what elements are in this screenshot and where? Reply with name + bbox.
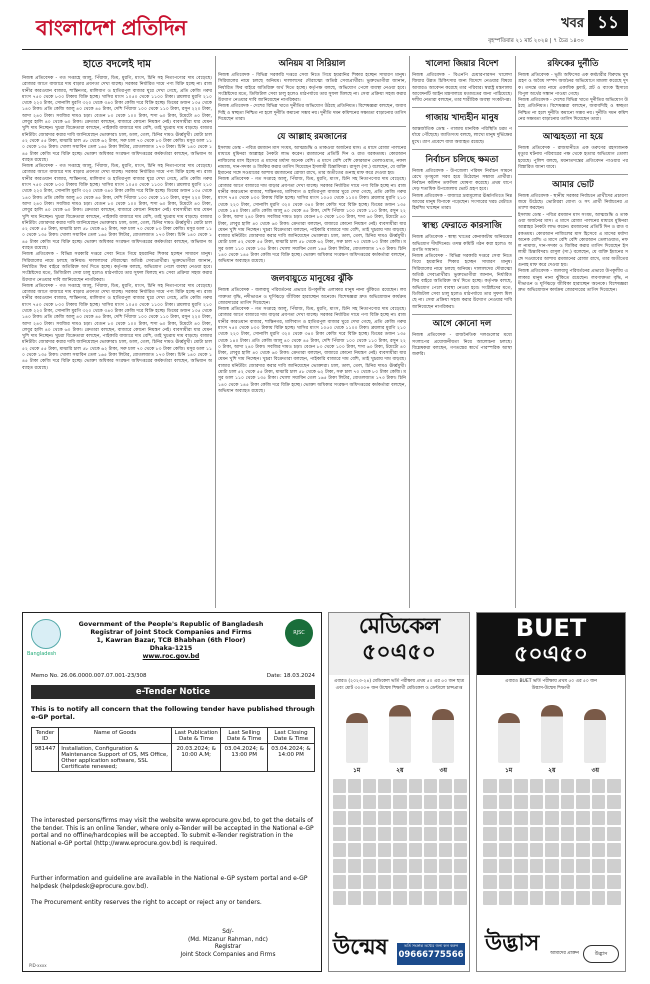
rank-label: ৩য় <box>439 767 447 774</box>
student-thumbnail <box>514 891 528 905</box>
student-thumbnail <box>378 795 391 809</box>
student-thumbnail <box>592 891 606 905</box>
article-headline: আগে কোনো দল <box>432 319 492 330</box>
student-thumbnail <box>393 891 406 905</box>
student-thumbnail <box>483 859 497 873</box>
student-thumbnail <box>454 891 467 905</box>
student-thumbnail <box>499 811 513 825</box>
student-thumbnail <box>576 811 590 825</box>
student-thumbnail <box>530 779 544 793</box>
student-photo <box>346 713 368 763</box>
article-body: ইসলাম ডেস্ক - পবিত্র রমজান মাস সংযম, আত্মশুদ্ধি ও তাকওয়া অর্জনের মাস। এ মাসে রোজা পালনের মাধ্যমে মুমিনরা আল্লাহর নৈকট্য লাভ করেন। রমজানের প্রতিটি দিন ও রাত বরকতময়। কোরআন নাজিলের মাস হিসেবে এ মাসের মর্যাদা অনেক বেশি। এ মাসে বেশি বেশি কোরআন তেলাওয়াত, নফল নামাজ, দান-সদকা ও জিকির করার তাগিদ দিয়েছেন ইসলামী চিন্তাবিদরা। রাসুল (সা.) বলেছেন, যে ব্যক্তি ইমানের সঙ্গে সওয়াবের আশায় রমজানের রোজা রাখে, তার অতীতের গুনাহ মাফ করে দেওয়া হয়। <box>218 145 406 177</box>
student-thumbnail <box>592 827 606 841</box>
student-thumbnail <box>592 795 606 809</box>
student-thumbnail <box>514 779 528 793</box>
student-thumbnail <box>348 875 361 889</box>
signature-line: Joint Stock Companies and Firms <box>180 951 276 958</box>
table-header: Last Publication Date & Time <box>172 728 221 744</box>
ad-strip: এবং মোট ৩০০০+ জন উন্মেষ শিক্ষার্থী মেডিকেল ও ডেন্টালে চান্সপ্রাপ্ত <box>335 686 463 691</box>
student-thumbnails <box>333 779 467 905</box>
gov-signature <box>143 929 313 959</box>
article-body: নিজস্ব প্রতিবেদক - রাজধানীতে এক তরুণের রহস্যজনক মৃত্যুর ঘটনায় পরিবারের পক্ষ থেকে হত্যার অভিযোগ তোলা হয়েছে। পুলিশ বলছে, ময়নাতদন্তের প্রতিবেদন পাওয়ার পর বিস্তারিত জানা যাবে। <box>518 145 628 170</box>
signature-line: Sd/- <box>222 929 234 935</box>
table-header: Last Closing Date & Time <box>267 728 314 744</box>
article-body: নিজস্ব প্রতিবেদক - দেশের বিভিন্ন খাতে দুর্নীতির অভিযোগ উঠছে প্রতিনিয়ত। বিশেষজ্ঞরা বলছেন, জবাবদিহি ও স্বচ্ছতা নিশ্চিত না হলে দুর্নীতি কমানো সম্ভব নয়। দুর্নীতি দমন কমিশনের সক্ষমতা বাড়ানোর তাগিদ দিয়েছেন তারা। <box>518 98 628 123</box>
student-thumbnail <box>592 859 606 873</box>
student-thumbnail <box>499 827 513 841</box>
student-thumbnail <box>378 843 391 857</box>
ad-subtitle: ৫০এ৫০ <box>362 640 436 665</box>
student-thumbnail <box>393 827 406 841</box>
rank-label: ২য় <box>396 767 404 774</box>
student-thumbnail <box>363 859 376 873</box>
student-thumbnail <box>439 875 452 889</box>
student-thumbnail <box>514 843 528 857</box>
student-thumbnail <box>454 795 467 809</box>
student-thumbnail <box>378 875 391 889</box>
ad-footer-code: PID-xxxx <box>29 963 47 968</box>
article-body: নিজস্ব প্রতিবেদক - বিভিন্ন সরকারি দপ্তরে সেবা নিতে গিয়ে হয়রানির শিকার হচ্ছেন সাধারণ মানুষ। সিরিয়ালের নামে চলছে অনিয়ম। দালালদের দৌরাত্ম্যে অতিষ্ঠ সেবাপ্রার্থীরা। ভুক্তভোগীরা জানান, নির্ধারিত ফির বাইরে অতিরিক্ত অর্থ দিতে হচ্ছে। কর্তৃপক্ষ বলছে, অভিযোগ পেলে ব্যবস্থা নেওয়া হবে। সংশ্লিষ্টদের মতে, ডিজিটাল সেবা চালু হলেও মাঠপর্যায়ে তার সুফল মিলছে না। সেবা প্রক্রিয়া সহজ করার উদ্যোগ নেওয়ার দাবি জানিয়েছেন নাগরিকরা। <box>218 73 406 104</box>
student-thumbnail <box>424 811 437 825</box>
tender-id: 981447 <box>32 744 59 772</box>
student-thumbnail <box>561 779 575 793</box>
student-thumbnail <box>499 891 513 905</box>
student-thumbnail <box>545 779 559 793</box>
student-thumbnail <box>348 795 361 809</box>
ad-brand: উন্মেষ <box>333 934 388 960</box>
article-body: নিজস্ব প্রতিবেদক - গত সপ্তাহে আলু, পিঁয়াজ, ডিম, মুরগি, মাংস, চিনি সহ নিত্যপণ্যের দাম বেড়েছে। রোজার আগে বাজারে দাম বাড়ার প্রবণতা দেখা যাচ্ছে। সরকার নির্ধারিত দামে পণ্য বিক্রি হচ্ছে না। রাজধানীর কারওয়ান বাজার, শান্তিনগর, মালিবাগ ও হাতিরপুল বাজার ঘুরে দেখা গেছে, প্রতি কেজি গরুর মাংস ৭৫০ থেকে ৮০০ টাকায় বিক্রি হচ্ছে। খাসির মাংস ১০৫০ থেকে ১১০০ টাকা। ব্রয়লার মুরগি ২১০ থেকে ২২০ টাকা, সোনালি মুরগি ৩২০ থেকে ৩৪০ টাকা কেজি দরে বিক্রি হচ্ছে। ডিমের ডজন ১৩৫ থেকে ১৪০ টাকা। প্রতি কেজি আলু ৪০ থেকে ৪৫ টাকা, দেশি পিঁয়াজ ১০০ থেকে ১১০ টাকা, রসুন ২২০ টাকা, আদা ২৪০ টাকা। সবজির দামও চড়া। বেগুন ৮০ থেকে ১০০ টাকা, শসা ৬০ টাকা, টমেটো ৪০ টাকা, লেবুর হালি ৪০ থেকে ৬০ টাকা। ক্রেতারা বলছেন, বাজারে কোনো নিয়ন্ত্রণ নেই। ব্যবসায়ীরা যার যেমন খুশি দাম নিচ্ছেন। খুচরা বিক্রেতারা বলছেন, পাইকারি বাজারে দাম বেশি, তাই খুচরায় দাম বাড়ছে। বাজার মনিটরিং জোরদার করার দাবি জানিয়েছেন ভোক্তারা। চাল, ডাল, তেল, চিনির দামও ঊর্ধ্বমুখী। মোটা চাল ৫২ থেকে ৫৫ টাকা, মাঝারি চাল ৫৮ থেকে ৬২ টাকা, সরু চাল ৭০ থেকে ৮০ টাকা কেজি। মসুর ডাল ১১০ থেকে ১৩৫ টাকা। খোলা সয়াবিন তেল ১৬৫ টাকা লিটার, বোতলজাত ১৭৩ টাকা। চিনি ১৪০ থেকে ১৪৫ টাকা কেজি দরে বিক্রি হচ্ছে। ভোক্তা অধিকার সংরক্ষণ অধিদপ্তরের কর্মকর্তারা বলছেন, অভিযান অব্যাহত রয়েছে। <box>22 164 212 252</box>
student-thumbnail <box>499 859 513 873</box>
student-thumbnail <box>424 875 437 889</box>
heading-line: Dhaka-1215 <box>149 645 193 652</box>
student-thumbnail <box>454 859 467 873</box>
heading-line: Registrar of Joint Stock Companies and Firms <box>90 629 252 636</box>
article-column-4 <box>518 56 628 608</box>
ad-title: মেডিকেল <box>358 614 440 639</box>
student-thumbnail <box>409 811 422 825</box>
student-thumbnail <box>576 779 590 793</box>
student-thumbnail <box>592 811 606 825</box>
rank-label: ১ম <box>352 767 361 774</box>
student-photo <box>541 705 563 763</box>
student-thumbnail <box>348 827 361 841</box>
memo-date: Date: 18.03.2024 <box>266 673 315 679</box>
notify-text: This is to notify all concern that the following tender have published through e-GP portal. <box>31 705 315 721</box>
student-thumbnail <box>499 779 513 793</box>
student-thumbnail <box>348 859 361 873</box>
student-thumbnail <box>378 811 391 825</box>
student-thumbnail <box>378 859 391 873</box>
student-thumbnail <box>454 875 467 889</box>
article-body: নিজস্ব প্রতিবেদক - বিভিন্ন সরকারি দপ্তরে সেবা নিতে গিয়ে হয়রানির শিকার হচ্ছেন সাধারণ মানুষ। সিরিয়ালের নামে চলছে অনিয়ম। দালালদের দৌরাত্ম্যে অতিষ্ঠ সেবাপ্রার্থীরা। ভুক্তভোগীরা জানান, নির্ধারিত ফির বাইরে অতিরিক্ত অর্থ দিতে হচ্ছে। কর্তৃপক্ষ বলছে, অভিযোগ পেলে ব্যবস্থা নেওয়া হবে। সংশ্লিষ্টদের মতে, ডিজিটাল সেবা চালু হলেও মাঠপর্যায়ে তার সুফল মিলছে না। সেবা প্রক্রিয়া সহজ করার উদ্যোগ নেওয়ার দাবি জানিয়েছেন নাগরিকরা। <box>22 252 212 283</box>
ad-subtitle: ৫০এ৫০ <box>514 642 588 667</box>
student-thumbnail <box>333 843 346 857</box>
memo-line <box>31 673 315 679</box>
student-thumbnail <box>393 875 406 889</box>
phone-label: ভর্তি সংক্রান্ত তথ্যের জন্য কল করুন <box>404 943 458 948</box>
student-thumbnail <box>333 891 346 905</box>
article-body: নিজস্ব প্রতিবেদক - বিভিন্ন সরকারি দপ্তরে সেবা নিতে গিয়ে হয়রানির শিকার হচ্ছেন সাধারণ মানুষ। সিরিয়ালের নামে চলছে অনিয়ম। দালালদের দৌরাত্ম্যে অতিষ্ঠ সেবাপ্রার্থীরা। ভুক্তভোগীরা জানান, নির্ধারিত ফির বাইরে অতিরিক্ত অর্থ দিতে হচ্ছে। কর্তৃপক্ষ বলছে, অভিযোগ পেলে ব্যবস্থা নেওয়া হবে। সংশ্লিষ্টদের মতে, ডিজিটাল সেবা চালু হলেও মাঠপর্যায়ে তার সুফল মিলছে না। সেবা প্রক্রিয়া সহজ করার উদ্যোগ নেওয়ার দাবি জানিয়েছেন নাগরিকরা। <box>412 254 512 310</box>
article-body: নিজস্ব প্রতিবেদক - উপজেলা পরিষদ নির্বাচন সামনে রেখে তৃণমূলে সরব হয়ে উঠেছেন সম্ভাব্য প্রার্থীরা। নির্বাচন কমিশন তফসিল ঘোষণা করেছে। প্রথম ধাপে দেড় শতাধিক উপজেলায় ভোট গ্রহণ হবে। <box>412 168 512 193</box>
article-body: আন্তর্জাতিক ডেস্ক - গাজায় মানবিক পরিস্থিতি চরম পর্যায়ে পৌঁছেছে। জাতিসংঘ বলছে, লাখো মানুষ দুর্ভিক্ষের মুখে। ত্রাণ প্রবেশে বাধা অব্যাহত রয়েছে। <box>412 127 512 145</box>
student-thumbnail <box>514 859 528 873</box>
article-column-2 <box>218 56 406 608</box>
rank-label: ২য় <box>548 767 556 774</box>
article-body: নিজস্ব প্রতিবেদক - গত সপ্তাহে আলু, পিঁয়াজ, ডিম, মুরগি, মাংস, চিনি সহ নিত্যপণ্যের দাম বেড়েছে। রোজার আগে বাজারে দাম বাড়ার প্রবণতা দেখা যাচ্ছে। সরকার নির্ধারিত দামে পণ্য বিক্রি হচ্ছে না। রাজধানীর কারওয়ান বাজার, শান্তিনগর, মালিবাগ ও হাতিরপুল বাজার ঘুরে দেখা গেছে, প্রতি কেজি গরুর মাংস ৭৫০ থেকে ৮০০ টাকায় বিক্রি হচ্ছে। খাসির মাংস ১০৫০ থেকে ১১০০ টাকা। ব্রয়লার মুরগি ২১০ থেকে ২২০ টাকা, সোনালি মুরগি ৩২০ থেকে ৩৪০ টাকা কেজি দরে বিক্রি হচ্ছে। ডিমের ডজন ১৩৫ থেকে ১৪০ টাকা। প্রতি কেজি আলু ৪০ থেকে ৪৫ টাকা, দেশি পিঁয়াজ ১০০ থেকে ১১০ টাকা, রসুন ২২০ টাকা, আদা ২৪০ টাকা। সবজির দামও চড়া। বেগুন ৮০ থেকে ১০০ টাকা, শসা ৬০ টাকা, টমেটো ৪০ টাকা, লেবুর হালি ৪০ থেকে ৬০ টাকা। ক্রেতারা বলছেন, বাজারে কোনো নিয়ন্ত্রণ নেই। ব্যবসায়ীরা যার যেমন খুশি দাম নিচ্ছেন। খুচরা বিক্রেতারা বলছেন, পাইকারি বাজারে দাম বেশি, তাই খুচরায় দাম বাড়ছে। বাজার মনিটরিং জোরদার করার দাবি জানিয়েছেন ভোক্তারা। চাল, ডাল, তেল, চিনির দামও ঊর্ধ্বমুখী। মোটা চাল ৫২ থেকে ৫৫ টাকা, মাঝারি চাল ৫৮ থেকে ৬২ টাকা, সরু চাল ৭০ থেকে ৮০ টাকা কেজি। মসুর ডাল ১১০ থেকে ১৩৫ টাকা। খোলা সয়াবিন তেল ১৬৫ টাকা লিটার, বোতলজাত ১৭৩ টাকা। চিনি ১৪০ থেকে ১৪৫ টাকা কেজি দরে বিক্রি হচ্ছে। ভোক্তা অধিকার সংরক্ষণ অধিদপ্তরের কর্মকর্তারা বলছেন, অভিযান অব্যাহত রয়েছে। <box>218 177 406 265</box>
student-thumbnail <box>576 891 590 905</box>
student-thumbnail <box>545 795 559 809</box>
section-name: খবর <box>561 16 584 31</box>
signature-line: (Md. Mizanur Rahman, ndc) <box>188 936 268 943</box>
student-thumbnail <box>424 859 437 873</box>
student-thumbnail <box>514 811 528 825</box>
student-thumbnail <box>561 859 575 873</box>
gov-url-link[interactable]: www.roc.gov.bd <box>142 653 200 660</box>
student-thumbnail <box>592 779 606 793</box>
student-thumbnail <box>439 843 452 857</box>
student-thumbnail <box>363 827 376 841</box>
article-body: নিজস্ব প্রতিবেদক - গত সপ্তাহে আলু, পিঁয়াজ, ডিম, মুরগি, মাংস, চিনি সহ নিত্যপণ্যের দাম বেড়েছে। রোজার আগে বাজারে দাম বাড়ার প্রবণতা দেখা যাচ্ছে। সরকার নির্ধারিত দামে পণ্য বিক্রি হচ্ছে না। রাজধানীর কারওয়ান বাজার, শান্তিনগর, মালিবাগ ও হাতিরপুল বাজার ঘুরে দেখা গেছে, প্রতি কেজি গরুর মাংস ৭৫০ থেকে ৮০০ টাকায় বিক্রি হচ্ছে। খাসির মাংস ১০৫০ থেকে ১১০০ টাকা। ব্রয়লার মুরগি ২১০ থেকে ২২০ টাকা, সোনালি মুরগি ৩২০ থেকে ৩৪০ টাকা কেজি দরে বিক্রি হচ্ছে। ডিমের ডজন ১৩৫ থেকে ১৪০ টাকা। প্রতি কেজি আলু ৪০ থেকে ৪৫ টাকা, দেশি পিঁয়াজ ১০০ থেকে ১১০ টাকা, রসুন ২২০ টাকা, আদা ২৪০ টাকা। সবজির দামও চড়া। বেগুন ৮০ থেকে ১০০ টাকা, শসা ৬০ টাকা, টমেটো ৪০ টাকা, লেবুর হালি ৪০ থেকে ৬০ টাকা। ক্রেতারা বলছেন, বাজারে কোনো নিয়ন্ত্রণ নেই। ব্যবসায়ীরা যার যেমন খুশি দাম নিচ্ছেন। খুচরা বিক্রেতারা বলছেন, পাইকারি বাজারে দাম বেশি, তাই খুচরায় দাম বাড়ছে। বাজার মনিটরিং জোরদার করার দাবি জানিয়েছেন ভোক্তারা। চাল, ডাল, তেল, চিনির দামও ঊর্ধ্বমুখী। মোটা চাল ৫২ থেকে ৫৫ টাকা, মাঝারি চাল ৫৮ থেকে ৬২ টাকা, সরু চাল ৭০ থেকে ৮০ টাকা কেজি। মসুর ডাল ১১০ থেকে ১৩৫ টাকা। খোলা সয়াবিন তেল ১৬৫ টাকা লিটার, বোতলজাত ১৭৩ টাকা। চিনি ১৪০ থেকে ১৪৫ টাকা কেজি দরে বিক্রি হচ্ছে। ভোক্তা অধিকার সংরক্ষণ অধিদপ্তরের কর্মকর্তারা বলছেন, অভিযান অব্যাহত রয়েছে। <box>22 76 212 163</box>
article-headline: যে আল্লাহ রমজানের <box>277 131 347 142</box>
student-thumbnail <box>348 891 361 905</box>
student-photo <box>584 709 606 763</box>
ad-strip: এবারও (২০২৩-২৪) মেডিকেল ভর্তি পরীক্ষায় প্রথম ৫০ এর ৫০ জন ছাত্র <box>333 679 465 684</box>
student-thumbnail <box>333 859 346 873</box>
etender-title: e-Tender Notice <box>31 685 315 699</box>
publication-date: 20.03.2024; & 10:00 A.M; <box>172 744 221 772</box>
student-thumbnail <box>483 827 497 841</box>
student-thumbnail <box>393 843 406 857</box>
article-body: নিজস্ব প্রতিবেদক - গত সপ্তাহে আলু, পিঁয়াজ, ডিম, মুরগি, মাংস, চিনি সহ নিত্যপণ্যের দাম বেড়েছে। রোজার আগে বাজারে দাম বাড়ার প্রবণতা দেখা যাচ্ছে। সরকার নির্ধারিত দামে পণ্য বিক্রি হচ্ছে না। রাজধানীর কারওয়ান বাজার, শান্তিনগর, মালিবাগ ও হাতিরপুল বাজার ঘুরে দেখা গেছে, প্রতি কেজি গরুর মাংস ৭৫০ থেকে ৮০০ টাকায় বিক্রি হচ্ছে। খাসির মাংস ১০৫০ থেকে ১১০০ টাকা। ব্রয়লার মুরগি ২১০ থেকে ২২০ টাকা, সোনালি মুরগি ৩২০ থেকে ৩৪০ টাকা কেজি দরে বিক্রি হচ্ছে। ডিমের ডজন ১৩৫ থেকে ১৪০ টাকা। প্রতি কেজি আলু ৪০ থেকে ৪৫ টাকা, দেশি পিঁয়াজ ১০০ থেকে ১১০ টাকা, রসুন ২২০ টাকা, আদা ২৪০ টাকা। সবজির দামও চড়া। বেগুন ৮০ থেকে ১০০ টাকা, শসা ৬০ টাকা, টমেটো ৪০ টাকা, লেবুর হালি ৪০ থেকে ৬০ টাকা। ক্রেতারা বলছেন, বাজারে কোনো নিয়ন্ত্রণ নেই। ব্যবসায়ীরা যার যেমন খুশি দাম নিচ্ছেন। খুচরা বিক্রেতারা বলছেন, পাইকারি বাজারে দাম বেশি, তাই খুচরায় দাম বাড়ছে। বাজার মনিটরিং জোরদার করার দাবি জানিয়েছেন ভোক্তারা। চাল, ডাল, তেল, চিনির দামও ঊর্ধ্বমুখী। মোটা চাল ৫২ থেকে ৫৫ টাকা, মাঝারি চাল ৫৮ থেকে ৬২ টাকা, সরু চাল ৭০ থেকে ৮০ টাকা কেজি। মসুর ডাল ১১০ থেকে ১৩৫ টাকা। খোলা সয়াবিন তেল ১৬৫ টাকা লিটার, বোতলজাত ১৭৩ টাকা। চিনি ১৪০ থেকে ১৪৫ টাকা কেজি দরে বিক্রি হচ্ছে। ভোক্তা অধিকার সংরক্ষণ অধিদপ্তরের কর্মকর্তারা বলছেন, অভিযান অব্যাহত রয়েছে। <box>218 307 406 394</box>
article-body: নিজস্ব প্রতিবেদক - জলবায়ু পরিবর্তনের প্রভাবে উপকূলীয় এলাকার মানুষ নানা ঝুঁকিতে রয়েছেন। লবণাক্ততা বৃদ্ধি, নদীভাঙন ও ঘূর্ণিঝড়ে জীবিকা হারাচ্ছেন অনেকে। বিশেষজ্ঞরা দ্রুত অভিযোজন কার্যক্রম জোরদারের তাগিদ দিয়েছেন। <box>518 269 628 294</box>
student-thumbnail <box>424 843 437 857</box>
student-thumbnail <box>499 843 513 857</box>
student-thumbnail <box>439 779 452 793</box>
student-thumbnail <box>409 827 422 841</box>
student-thumbnail <box>348 811 361 825</box>
article-body: নিজস্ব প্রতিবেদক - ভূমি অফিসের এক কর্মচারীর বিরুদ্ধে ঘুষ গ্রহণ ও অবৈধ সম্পদ অর্জনের অভিযোগে মামলা করেছে দুদক। তদন্তে তার নামে একাধিক ফ্ল্যাট, প্লট ও ব্যাংক হিসাবে বিপুল অর্থের সন্ধান পাওয়া গেছে। <box>518 73 628 97</box>
student-thumbnail <box>483 891 497 905</box>
student-thumbnail <box>576 795 590 809</box>
ad-phone-box <box>397 943 465 965</box>
student-thumbnail <box>333 795 346 809</box>
student-thumbnail <box>378 827 391 841</box>
student-thumbnail <box>607 859 621 873</box>
student-thumbnail <box>363 811 376 825</box>
student-thumbnail <box>561 811 575 825</box>
gov-paragraph: Further information and guideline are available in the National e-GP system portal and e-GP helpdesk (helpdesk@eprocure.gov.bd). <box>31 875 308 890</box>
student-thumbnail <box>561 843 575 857</box>
student-thumbnail <box>424 795 437 809</box>
student-thumbnail <box>561 795 575 809</box>
article-headline: নির্বাচন চলিছে ক্ষমতা <box>425 154 499 165</box>
rjsc-logo-icon <box>31 619 61 649</box>
article-body: নিজস্ব প্রতিবেদক - জলবায়ু পরিবর্তনের প্রভাবে উপকূলীয় এলাকার মানুষ নানা ঝুঁকিতে রয়েছেন। লবণাক্ততা বৃদ্ধি, নদীভাঙন ও ঘূর্ণিঝড়ে জীবিকা হারাচ্ছেন অনেকে। বিশেষজ্ঞরা দ্রুত অভিযোজন কার্যক্রম জোরদারের তাগিদ দিয়েছেন। <box>218 288 406 306</box>
student-photo <box>389 705 411 763</box>
student-thumbnail <box>607 795 621 809</box>
student-thumbnail <box>348 843 361 857</box>
student-thumbnail <box>499 875 513 889</box>
student-thumbnail <box>393 859 406 873</box>
article-column-1 <box>22 56 212 608</box>
student-thumbnail <box>576 843 590 857</box>
student-thumbnails <box>483 779 621 905</box>
student-thumbnail <box>514 795 528 809</box>
selling-date: 03.04.2024; & 13:00 PM <box>221 744 268 772</box>
buet-coaching-ad <box>476 612 626 972</box>
rjsc-logo-country: Bangladesh <box>27 651 57 657</box>
student-thumbnail <box>409 843 422 857</box>
student-thumbnail <box>393 779 406 793</box>
table-header: Last Selling Date & Time <box>221 728 268 744</box>
student-thumbnail <box>607 875 621 889</box>
ad-brand-tag: আমাদের প্রাক্তন <box>550 951 579 956</box>
student-thumbnail <box>439 859 452 873</box>
students-photo <box>335 703 465 763</box>
table-row <box>32 744 315 772</box>
student-thumbnail <box>514 827 528 841</box>
student-thumbnail <box>454 811 467 825</box>
article-headline: অনিয়ম বা সিরিয়াল <box>278 59 346 69</box>
article-body: নিজস্ব প্রতিবেদক - স্থানীয় সরকার নির্বাচনে প্রার্থীদের প্রচারণা জমে উঠেছে। ভোটাররা যোগ্য ও সৎ প্রার্থী নির্বাচনের প্রত্যাশা করছেন। <box>518 193 628 212</box>
ad-title-box <box>477 613 625 675</box>
e-tender-notice-ad <box>22 612 322 972</box>
student-photo <box>498 713 520 763</box>
student-thumbnail <box>607 827 621 841</box>
ad-title-box <box>329 613 469 675</box>
dateline: বৃহস্পতিবার ২১ মার্চ ২০২৪ | ৭ চৈত্র ১৪৩০ <box>488 38 584 44</box>
student-thumbnail <box>439 811 452 825</box>
student-thumbnail <box>439 891 452 905</box>
article-headline: হাতে বদলেই দাম <box>83 59 151 70</box>
student-thumbnail <box>607 891 621 905</box>
article-headline: আমার ভোট <box>552 179 594 190</box>
student-thumbnail <box>409 875 422 889</box>
student-thumbnail <box>545 875 559 889</box>
student-thumbnail <box>483 795 497 809</box>
student-thumbnail <box>363 891 376 905</box>
table-header: Name of Goods <box>59 728 172 744</box>
ad-strip: উদ্ভাস-উন্মেষ শিক্ষার্থী <box>531 686 571 691</box>
article-column-3 <box>412 56 512 608</box>
signature-line: Registrar <box>214 944 242 950</box>
student-thumbnail <box>333 779 346 793</box>
student-thumbnail <box>454 779 467 793</box>
article-headline: গাজায় খাদ্যহীন মানুষ <box>425 113 499 124</box>
article-body: নিজস্ব প্রতিবেদক - বিএনপি চেয়ারপারসন খালেদা জিয়ার উন্নত চিকিৎসার জন্য বিদেশে নেওয়ার বিষয়ে আবারও আবেদন করেছে তার পরিবার। স্বরাষ্ট্র মন্ত্রণালয় আবেদনটি আইন মন্ত্রণালয়ে মতামতের জন্য পাঠিয়েছে। দলীয় নেতারা বলছেন, তার শারীরিক অবস্থা সংকটাপন্ন। <box>412 73 512 104</box>
page-number: ১১ <box>588 10 628 36</box>
masthead <box>22 8 628 50</box>
student-thumbnail <box>439 827 452 841</box>
student-thumbnail <box>607 811 621 825</box>
student-thumbnail <box>592 843 606 857</box>
phone-number: 09666775566 <box>398 950 464 960</box>
ad-strip: এবারও BUET ভর্তি পরীক্ষায় প্রথম ৫০ এর ৫০ জন <box>505 679 597 684</box>
student-thumbnail <box>333 875 346 889</box>
ad-logo: উদ্ভাস <box>583 945 619 963</box>
student-thumbnail <box>409 795 422 809</box>
student-photo <box>432 709 454 763</box>
student-thumbnail <box>424 779 437 793</box>
tender-table <box>31 727 315 772</box>
student-thumbnail <box>409 859 422 873</box>
student-thumbnail <box>483 779 497 793</box>
rank-label: ১ম <box>504 767 513 774</box>
student-thumbnail <box>607 843 621 857</box>
student-thumbnail <box>378 779 391 793</box>
student-thumbnail <box>393 811 406 825</box>
student-thumbnail <box>530 811 544 825</box>
student-thumbnail <box>530 827 544 841</box>
article-body: নিজস্ব প্রতিবেদক - দেশের বিভিন্ন খাতে দুর্নীতির অভিযোগ উঠছে প্রতিনিয়ত। বিশেষজ্ঞরা বলছেন, জবাবদিহি ও স্বচ্ছতা নিশ্চিত না হলে দুর্নীতি কমানো সম্ভব নয়। দুর্নীতি দমন কমিশনের সক্ষমতা বাড়ানোর তাগিদ দিয়েছেন তারা। <box>218 104 406 123</box>
newspaper-logo: বাংলাদেশ প্রতিদিন <box>36 15 187 40</box>
student-thumbnail <box>409 779 422 793</box>
student-thumbnail <box>393 795 406 809</box>
student-thumbnail <box>530 843 544 857</box>
student-thumbnail <box>333 827 346 841</box>
student-thumbnail <box>378 891 391 905</box>
article-body: নিজস্ব প্রতিবেদক - স্বাস্থ্য খাতের কেনাকাটায় অনিয়মের অভিযোগ দীর্ঘদিনের। তদন্ত কমিটি গঠন করা হলেও অগ্রগতি সামান্য। <box>412 235 512 253</box>
student-thumbnail <box>545 859 559 873</box>
article-body: ইসলাম ডেস্ক - পবিত্র রমজান মাস সংযম, আত্মশুদ্ধি ও তাকওয়া অর্জনের মাস। এ মাসে রোজা পালনের মাধ্যমে মুমিনরা আল্লাহর নৈকট্য লাভ করেন। রমজানের প্রতিটি দিন ও রাত বরকতময়। কোরআন নাজিলের মাস হিসেবে এ মাসের মর্যাদা অনেক বেশি। এ মাসে বেশি বেশি কোরআন তেলাওয়াত, নফল নামাজ, দান-সদকা ও জিকির করার তাগিদ দিয়েছেন ইসলামী চিন্তাবিদরা। রাসুল (সা.) বলেছেন, যে ব্যক্তি ইমানের সঙ্গে সওয়াবের আশায় রমজানের রোজা রাখে, তার অতীতের গুনাহ মাফ করে দেওয়া হয়। <box>518 212 628 269</box>
student-thumbnail <box>514 875 528 889</box>
student-thumbnail <box>545 891 559 905</box>
student-thumbnail <box>576 875 590 889</box>
rank-label: ৩য় <box>591 767 599 774</box>
rank-row <box>487 765 617 776</box>
student-thumbnail <box>530 891 544 905</box>
student-thumbnail <box>561 891 575 905</box>
article-headline: রফিকের দুর্নীতি <box>547 59 599 69</box>
student-thumbnail <box>483 811 497 825</box>
ad-title: BUET <box>515 614 587 642</box>
gov-paragraph: The Procurement entity reserves the right to accept or reject any or tenders. <box>31 899 262 906</box>
student-thumbnail <box>576 827 590 841</box>
student-thumbnail <box>363 779 376 793</box>
student-thumbnail <box>607 779 621 793</box>
article-headline: জলবায়ুতে মানুষের ঝুঁকি <box>271 274 353 285</box>
gov-paragraph: The interested persons/firms may visit the website www.eprocure.gov.bd, to get the details of the tender. This is an online Tender, where only e-Tender will be accepted in the National e-GP portal and no offline/hardcopies will be accepted. To submit e-Tender registration in the National e-GP portal (http://www.eprocure.gov.bd) is required. <box>31 817 314 847</box>
student-thumbnail <box>439 795 452 809</box>
student-thumbnail <box>576 859 590 873</box>
article-headline: আত্মহত্যা না হয়ে <box>542 131 604 142</box>
table-header: Tender ID <box>32 728 59 744</box>
student-thumbnail <box>424 891 437 905</box>
student-thumbnail <box>561 875 575 889</box>
student-thumbnail <box>363 875 376 889</box>
student-thumbnail <box>333 811 346 825</box>
student-thumbnail <box>424 827 437 841</box>
student-thumbnail <box>530 859 544 873</box>
student-thumbnail <box>363 795 376 809</box>
student-thumbnail <box>483 843 497 857</box>
memo-number: Memo No. 26.06.0000.007.07.001-23/308 <box>31 673 147 679</box>
article-body: নিজস্ব প্রতিবেদক - রাজনৈতিক দলগুলোর মধ্যে সংলাপের প্রয়োজনীয়তা নিয়ে আলোচনা চলছে। বিশ্লেষকরা বলছেন, গণতন্ত্রের স্বার্থে পারস্পরিক আস্থা জরুরি। <box>412 333 512 358</box>
student-thumbnail <box>545 843 559 857</box>
closing-date: 03.04.2024; & 14:00 PM <box>267 744 314 772</box>
ad-brand: উদ্ভাস <box>485 930 540 956</box>
student-thumbnail <box>561 827 575 841</box>
student-thumbnail <box>454 843 467 857</box>
student-thumbnail <box>530 795 544 809</box>
student-thumbnail <box>545 827 559 841</box>
student-thumbnail <box>530 875 544 889</box>
student-thumbnail <box>592 875 606 889</box>
student-thumbnail <box>348 779 361 793</box>
goods-name: Installation, Configuration & Maintenance Support of OS, MS Office, Other application software, SSL Certificate renewed; <box>59 744 172 772</box>
student-thumbnail <box>454 827 467 841</box>
article-body: নিজস্ব প্রতিবেদক - গত সপ্তাহে আলু, পিঁয়াজ, ডিম, মুরগি, মাংস, চিনি সহ নিত্যপণ্যের দাম বেড়েছে। রোজার আগে বাজারে দাম বাড়ার প্রবণতা দেখা যাচ্ছে। সরকার নির্ধারিত দামে পণ্য বিক্রি হচ্ছে না। রাজধানীর কারওয়ান বাজার, শান্তিনগর, মালিবাগ ও হাতিরপুল বাজার ঘুরে দেখা গেছে, প্রতি কেজি গরুর মাংস ৭৫০ থেকে ৮০০ টাকায় বিক্রি হচ্ছে। খাসির মাংস ১০৫০ থেকে ১১০০ টাকা। ব্রয়লার মুরগি ২১০ থেকে ২২০ টাকা, সোনালি মুরগি ৩২০ থেকে ৩৪০ টাকা কেজি দরে বিক্রি হচ্ছে। ডিমের ডজন ১৩৫ থেকে ১৪০ টাকা। প্রতি কেজি আলু ৪০ থেকে ৪৫ টাকা, দেশি পিঁয়াজ ১০০ থেকে ১১০ টাকা, রসুন ২২০ টাকা, আদা ২৪০ টাকা। সবজির দামও চড়া। বেগুন ৮০ থেকে ১০০ টাকা, শসা ৬০ টাকা, টমেটো ৪০ টাকা, লেবুর হালি ৪০ থেকে ৬০ টাকা। ক্রেতারা বলছেন, বাজারে কোনো নিয়ন্ত্রণ নেই। ব্যবসায়ীরা যার যেমন খুশি দাম নিচ্ছেন। খুচরা বিক্রেতারা বলছেন, পাইকারি বাজারে দাম বেশি, তাই খুচরায় দাম বাড়ছে। বাজার মনিটরিং জোরদার করার দাবি জানিয়েছেন ভোক্তারা। চাল, ডাল, তেল, চিনির দামও ঊর্ধ্বমুখী। মোটা চাল ৫২ থেকে ৫৫ টাকা, মাঝারি চাল ৫৮ থেকে ৬২ টাকা, সরু চাল ৭০ থেকে ৮০ টাকা কেজি। মসুর ডাল ১১০ থেকে ১৩৫ টাকা। খোলা সয়াবিন তেল ১৬৫ টাকা লিটার, বোতলজাত ১৭৩ টাকা। চিনি ১৪০ থেকে ১৪৫ টাকা কেজি দরে বিক্রি হচ্ছে। ভোক্তা অধিকার সংরক্ষণ অধিদপ্তরের কর্মকর্তারা বলছেন, অভিযান অব্যাহত রয়েছে। <box>22 283 212 371</box>
student-thumbnail <box>409 891 422 905</box>
article-headline: স্বাস্থ্য ফেরাতে কারসাজি <box>422 221 502 232</box>
student-thumbnail <box>499 795 513 809</box>
students-photo <box>487 703 617 763</box>
student-thumbnail <box>483 875 497 889</box>
rank-row <box>335 765 465 776</box>
heading-line: 1, Kawran Bazar, TCB Bhabhan (6th Floor) <box>96 637 246 644</box>
gov-ad-heading <box>71 621 271 661</box>
student-thumbnail <box>545 811 559 825</box>
rjsc-badge: RJSC <box>285 619 313 647</box>
article-body: নিজস্ব প্রতিবেদক - বাজারে দ্রব্যমূল্যের ঊর্ধ্বগতিতে নিম্ন আয়ের মানুষ বিপাকে পড়েছেন। সংসারের খরচ মেটাতে হিমশিম খাচ্ছেন তারা। <box>412 193 512 212</box>
student-thumbnail <box>363 843 376 857</box>
article-headline: খালেদা জিয়ার বিদেশ <box>425 59 499 69</box>
heading-line: Government of the People's Republic of Bangladesh <box>78 621 264 628</box>
medical-coaching-ad <box>328 612 470 972</box>
